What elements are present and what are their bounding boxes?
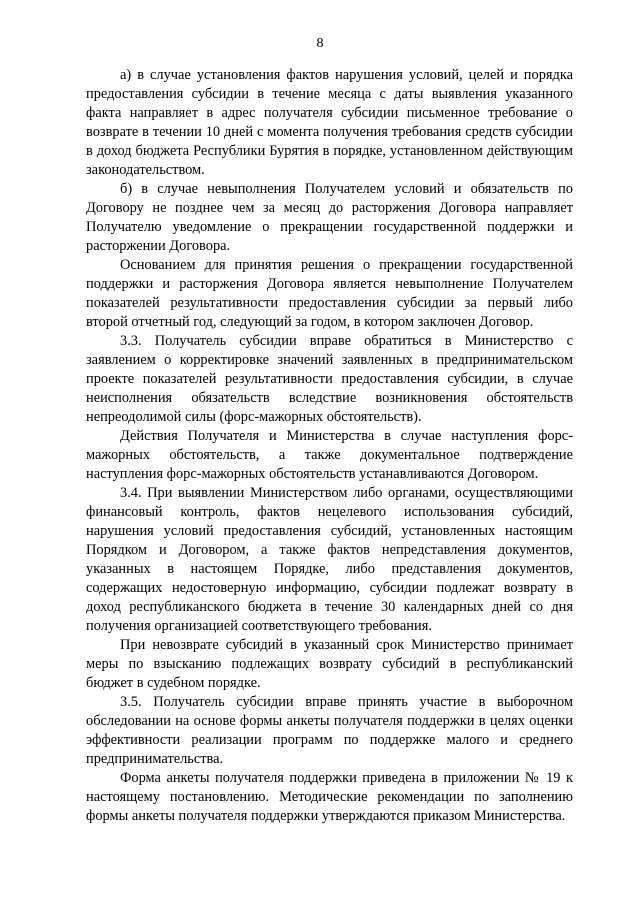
page-number: 8 — [316, 36, 324, 51]
paragraph-3-4-misuse: 3.4. При выявлении Министерством либо органами, осуществляющими финансовый контроль, фактов нецелевого использования субсидий, нарушения условий предоставления субсидий, установленных настоящим Порядком и Договором, а также фактов непредставления документов, указанных в настоящем Порядке, либо представления документов, содержащих недостоверную информацию, субсидии подлежат возврату в доход республиканского бюджета в течение 30 календарных дней со дня получения организацией соответствующего требования. — [86, 485, 573, 634]
document-body — [86, 66, 573, 826]
paragraph-termination-grounds: Основанием для принятия решения о прекращении государственной поддержки и расторжения Договора является невыполнение Получателем показателей результативности предоставления субсидии за первый либо второй отчетный год, следующий за годом, в котором заключен Договор. — [86, 257, 573, 330]
paragraph-non-return-recovery: При невозврате субсидий в указанный срок Министерство принимает меры по взысканию подлежащих возврату субсидий в республиканский бюджет в судебном порядке. — [86, 637, 573, 691]
paragraph-survey-form: Форма анкеты получателя поддержки приведена в приложении № 19 к настоящему постановлению. Методические рекомендации по заполнению формы анкеты получателя поддержки утверждаются приказом Министерства. — [86, 770, 573, 824]
paragraph-force-majeure: Действия Получателя и Министерства в случае наступления форс-мажорных обстоятельств, а также документальное подтверждение наступления форс-мажорных обстоятельств устанавливаются Договором. — [86, 428, 573, 482]
paragraph-b-termination-notice: б) в случае невыполнения Получателем условий и обязательств по Договору не позднее чем за месяц до расторжения Договора направляет Получателю уведомление о прекращении государственной поддержки и расторжении Договора. — [86, 181, 573, 254]
paragraph-a-violation-return: а) в случае установления фактов нарушения условий, целей и порядка предоставления субсидии в течение месяца с даты выявления указанного факта направляет в адрес получателя субсидии письменное требование о возврате в течении 10 дней с момента получения требования средств субсидии в доход бюджета Республики Бурятия в порядке, установленном действующим законодательством. — [86, 67, 573, 178]
paragraph-3-5-survey: 3.5. Получатель субсидии вправе принять участие в выборочном обследовании на основе формы анкеты получателя поддержки в целях оценки эффективности реализации программ по поддержке малого и среднего предпринимательства. — [86, 694, 573, 767]
paragraph-3-3-adjustment: 3.3. Получатель субсидии вправе обратиться в Министерство с заявлением о корректировке значений заявленных в предпринимательском проекте показателей результативности предоставления субсидии, в случае неисполнения обязательств вследствие возникновения обстоятельств непреодолимой силы (форс-мажорных обстоятельств). — [86, 333, 573, 425]
